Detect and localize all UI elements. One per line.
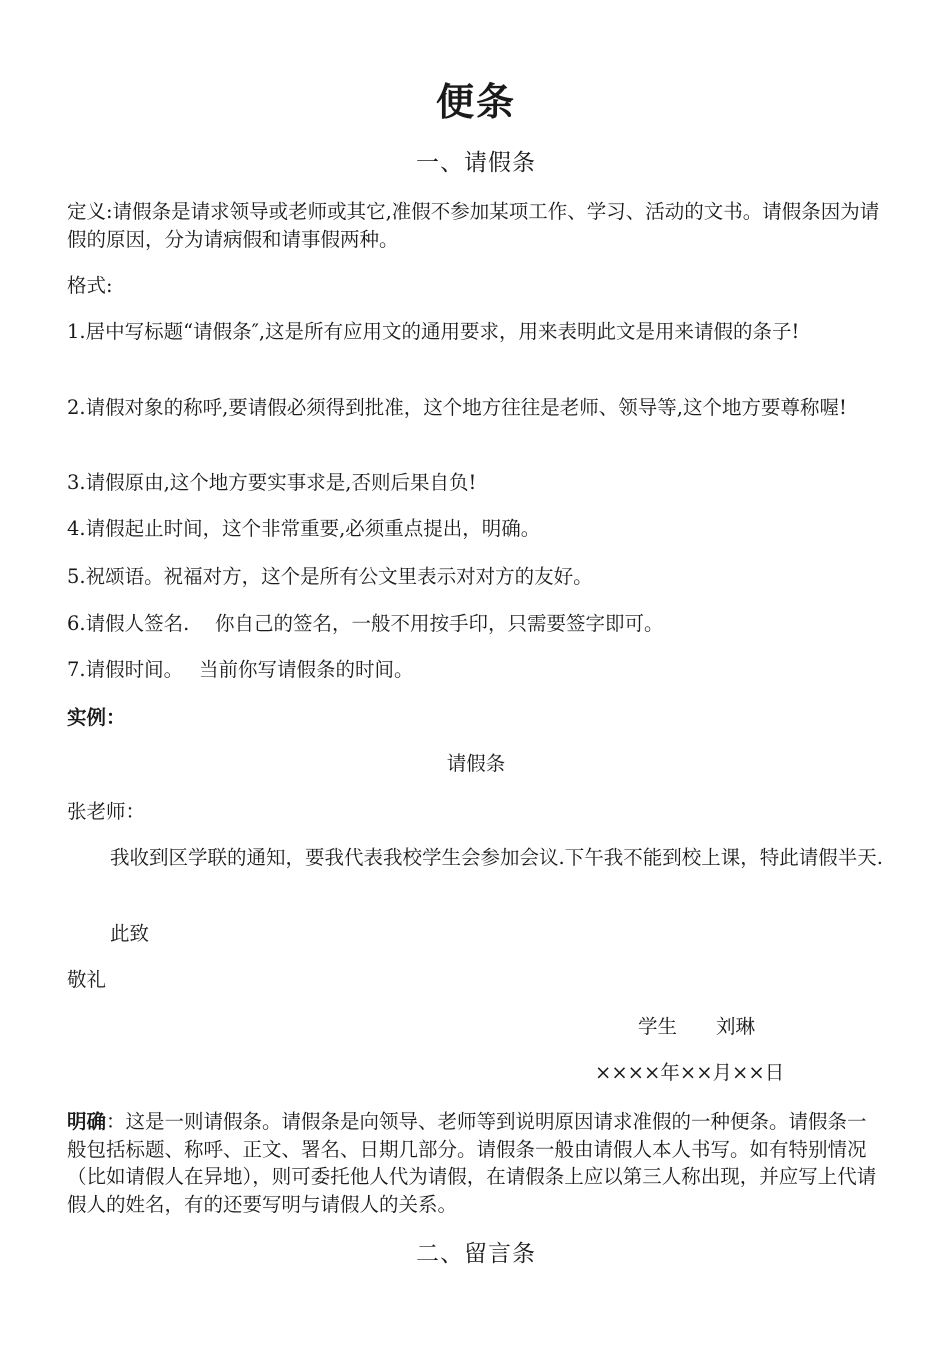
explanation-label: 明确 [67, 1110, 107, 1133]
example-salutation: 张老师： [67, 800, 146, 823]
format-item-1: 1.居中写标题“请假条″,这是所有应用文的通用要求，用来表明此文是用来请假的条子! [67, 320, 800, 343]
example-body: 我收到区学联的通知，要我代表我校学生会参加会议.下午我不能到校上课，特此请假半天. [110, 846, 883, 869]
format-item-7: 7.请假时间。 当前你写请假条的时间。 [67, 658, 414, 681]
example-label: 实例： [67, 706, 126, 729]
definition-paragraph: 定义:请假条是请求领导或老师或其它,准假不参加某项工作、学习、活动的文书。请假条因为请假的原因，分为请病假和请事假两种。 [67, 200, 880, 251]
document-title: 便条 [435, 80, 516, 124]
example-closing-1: 此致 [110, 922, 150, 945]
explanation-paragraph [67, 1108, 885, 1218]
explanation-text: ：这是一则请假条。请假条是向领导、老师等到说明原因请求准假的一种便条。请假条一般包括标题、称呼、正文、署名、日期几部分。请假条一般由请假人本人书写。如有特别情况（比如请假人在异地），则可委托他人代为请假，在请假条上应以第三人称出现，并应写上代请假人的姓名，有的还要写明与请假人的关系。 [67, 1110, 877, 1216]
example-signature: 学生 刘琳 [638, 1015, 756, 1038]
section-heading-message: 二、留言条 [416, 1241, 536, 1267]
example-closing-2: 敬礼 [67, 968, 107, 991]
example-date: ××××年××月××日 [595, 1061, 785, 1084]
format-item-2: 2.请假对象的称呼,要请假必须得到批准，这个地方往往是老师、领导等,这个地方要尊称喔! [67, 396, 847, 419]
format-item-3: 3.请假原由,这个地方要实事求是,否则后果自负! [67, 471, 477, 494]
section-heading-leave: 一、请假条 [416, 150, 536, 176]
format-item-5: 5.祝颂语。祝福对方，这个是所有公文里表示对对方的友好。 [67, 565, 593, 588]
example-note-title: 请假条 [446, 752, 506, 775]
format-item-4: 4.请假起止时间，这个非常重要,必须重点提出，明确。 [67, 517, 541, 540]
format-item-6: 6.请假人签名. 你自己的签名，一般不用按手印，只需要签字即可。 [67, 612, 664, 635]
format-label: 格式: [67, 274, 113, 297]
